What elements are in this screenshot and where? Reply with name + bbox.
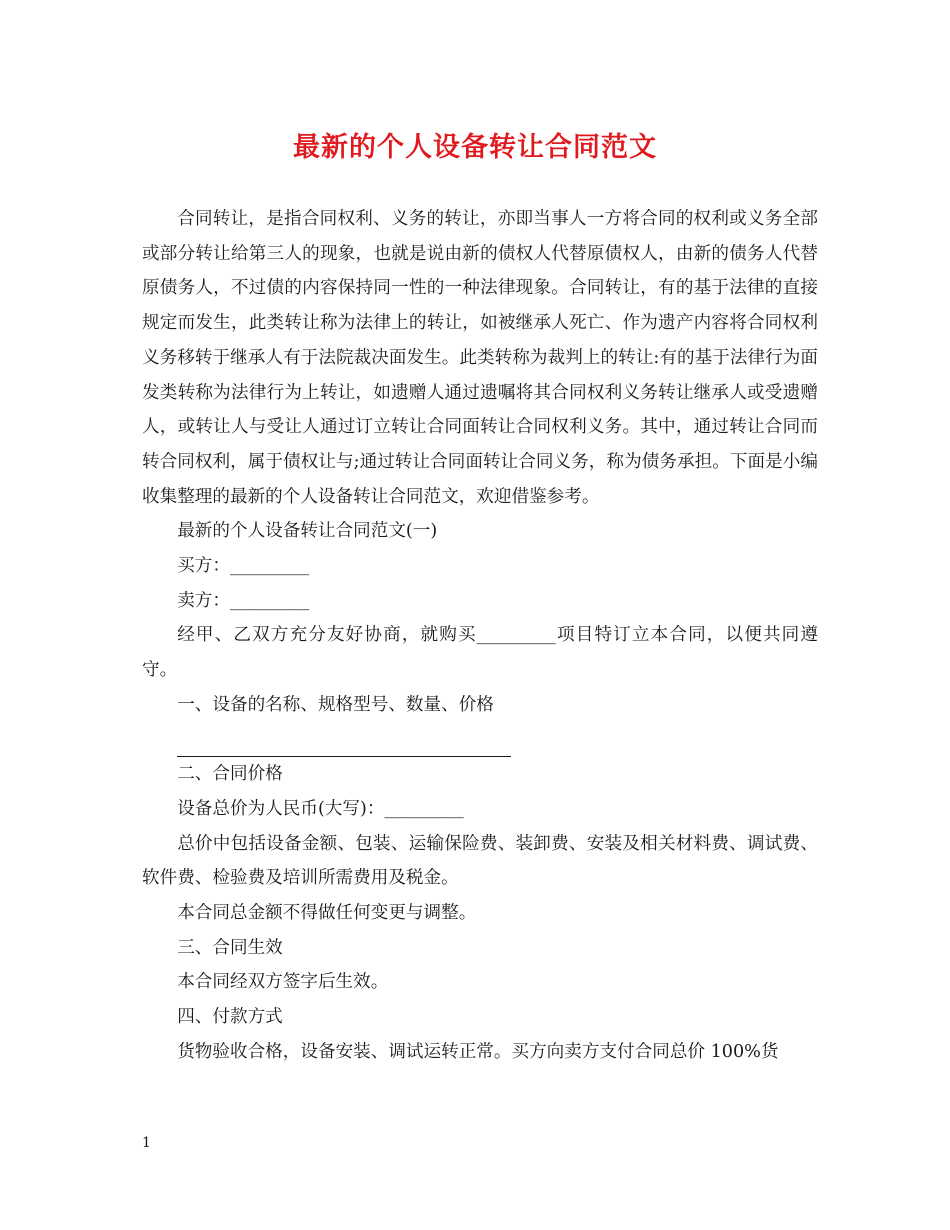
effect-line: 本合同经双方签字后生效。 xyxy=(177,972,389,993)
clause-heading-equipment: 一、设备的名称、规格型号、数量、价格 xyxy=(177,694,494,715)
intro-paragraph: 合同转让，是指合同权利、义务的转让，亦即当事人一方将合同的权利或义务全部或部分转让给第三人的现象，也就是说由新的债权人代替原债权人，由新的债务人代替原债务人，不过债的内容保持同一性的一种法律现象。合同转让，有的基于法律的直接规定而发生，此类转让称为法律上的转让，如被继承人死亡、作为遗产内容将合同权利义务移转于继承人有于法院裁决面发生。此类转称为裁判上的转让:有的基于法律行为面发类转称为法律行为上转让，如遗赠人通过遗嘱将其合同权利义务转让继承人或受遗赠人，或转让人与受让人通过订立转让合同面转让合同权利义务。其中，通过转让合同而转合同权利，属于债权让与;通过转让合同面转让合同义务，称为债务承担。下面是小编收集整理的最新的个人设备转让合同范文，欢迎借鉴参考。 xyxy=(142,209,818,507)
no-change-line: 本合同总金额不得做任何变更与调整。 xyxy=(177,903,477,924)
agreement-paragraph: 经甲、乙双方充分友好协商，就购买_________项目特订立本合同，以便共同遵守。 xyxy=(142,625,818,681)
payment-paragraph: 货物验收合格，设备安装、调试运转正常。买方向卖方支付合同总价 100%货 xyxy=(177,1041,779,1062)
page-number: 1 xyxy=(142,1135,151,1151)
blank-fill-line xyxy=(142,723,818,758)
section-heading-contract-one: 最新的个人设备转让合同范文(一) xyxy=(177,521,438,542)
underline-blank xyxy=(177,734,511,757)
document-body xyxy=(142,202,818,1070)
price-includes-paragraph: 总价中包括设备金额、包装、运输保险费、装卸费、安装及相关材料费、调试费、软件费、检验费及培训所需费用及税金。 xyxy=(142,833,818,889)
seller-line: 卖方：_________ xyxy=(177,590,310,611)
buyer-line: 买方：_________ xyxy=(177,556,310,577)
clause-heading-price: 二、合同价格 xyxy=(177,764,283,785)
total-price-line: 设备总价为人民币(大写)：_________ xyxy=(177,798,464,819)
clause-heading-effect: 三、合同生效 xyxy=(177,937,283,958)
document-title: 最新的个人设备转让合同范文 xyxy=(293,132,657,163)
clause-heading-payment: 四、付款方式 xyxy=(177,1007,283,1028)
